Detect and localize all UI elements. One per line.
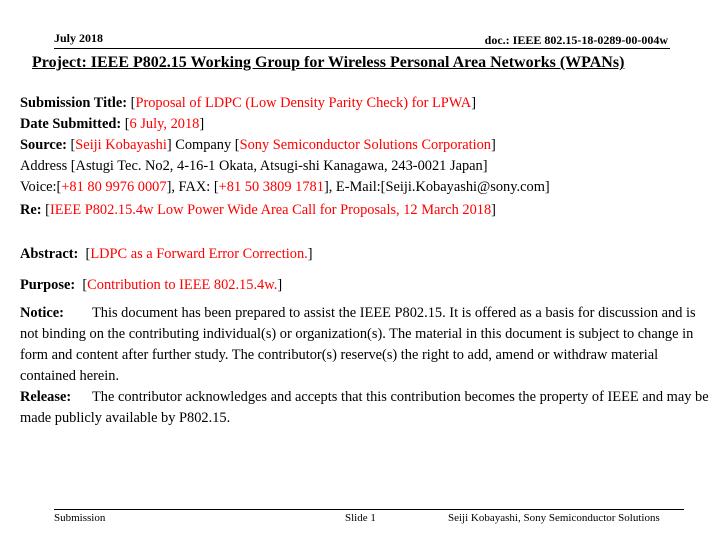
re-value: IEEE P802.15.4w Low Power Wide Area Call for Proposals, 12 March 2018 (49, 202, 492, 218)
email-text: ], E-Mail:[Seiji.Kobayashi@sony.com] (323, 179, 550, 195)
re-label: Re: (20, 202, 42, 218)
purpose-line: Purpose: [Contribution to IEEE 802.15.4w.] (20, 277, 283, 293)
footer-divider (54, 509, 684, 510)
purpose-label: Purpose: (20, 277, 76, 293)
source-company: Sony Semiconductor Solutions Corporation (239, 137, 492, 153)
release-label: Release: (20, 389, 72, 405)
re-line: Re: [IEEE P802.15.4w Low Power Wide Area Call for Proposals, 12 March 2018] (20, 202, 496, 218)
source-label: Source: (20, 137, 67, 153)
address-line: Address [Astugi Tec. No2, 4-16-1 Okata, Atsugi-shi Kanagawa, 243-0021 Japan] (20, 158, 488, 174)
source-line: Source: [Seiji Kobayashi] Company [Sony Semiconductor Solutions Corporation] (20, 137, 496, 153)
abstract-label: Abstract: (20, 246, 79, 262)
contact-line (20, 177, 712, 198)
voice-number: +81 80 9976 0007 (61, 179, 167, 195)
submission-title-line: Submission Title: [Proposal of LDPC (Low Density Parity Check) for LPWA] (20, 95, 476, 111)
abstract-value: LDPC as a Forward Error Correction. (90, 246, 308, 262)
footer-submission: Submission (54, 512, 106, 524)
header-divider (54, 48, 670, 49)
submission-title-label: Submission Title: (20, 95, 128, 111)
purpose-value: Contribution to IEEE 802.15.4w. (87, 277, 278, 293)
company-label: Company (175, 137, 232, 153)
release-text: The contributor acknowledges and accepts that this contribution becomes the property of IEEE and may be made publicly available by P802.15. (20, 389, 709, 426)
notice-paragraph (20, 303, 712, 387)
fax-number: +81 50 3809 1781 (218, 179, 324, 195)
footer-author: Seiji Kobayashi, Sony Semiconductor Solutions (448, 512, 660, 524)
release-paragraph (20, 387, 712, 429)
fax-label: ], FAX: [ (166, 179, 219, 195)
notice-text: This document has been prepared to assist the IEEE P802.15. It is offered as a basis for discussion and is not binding on the contributing individual(s) or organization(s). The material in this document is subject to change in form and content after further study. The contributor(s) reserve(s) the right to add, amend or withdraw material contained herein. (20, 305, 696, 384)
header-doc-id: doc.: IEEE 802.15-18-0289-00-004w (484, 33, 668, 47)
date-submitted-label: Date Submitted: (20, 116, 122, 132)
date-submitted-value: 6 July, 2018 (129, 116, 200, 132)
notice-label: Notice: (20, 305, 64, 321)
date-submitted-line: Date Submitted: [6 July, 2018] (20, 116, 205, 132)
footer-slide-number: Slide 1 (345, 512, 376, 524)
submission-title-value: Proposal of LDPC (Low Density Parity Check) for LPWA (135, 95, 472, 111)
project-title: Project: IEEE P802.15 Working Group for Wireless Personal Area Networks (WPANs) (32, 54, 625, 71)
abstract-line: Abstract: [LDPC as a Forward Error Correction.] (20, 246, 313, 262)
source-name: Seiji Kobayashi (75, 137, 167, 153)
document-body (20, 93, 712, 429)
voice-label: Voice:[ (20, 179, 62, 195)
header-date: July 2018 (54, 31, 104, 45)
